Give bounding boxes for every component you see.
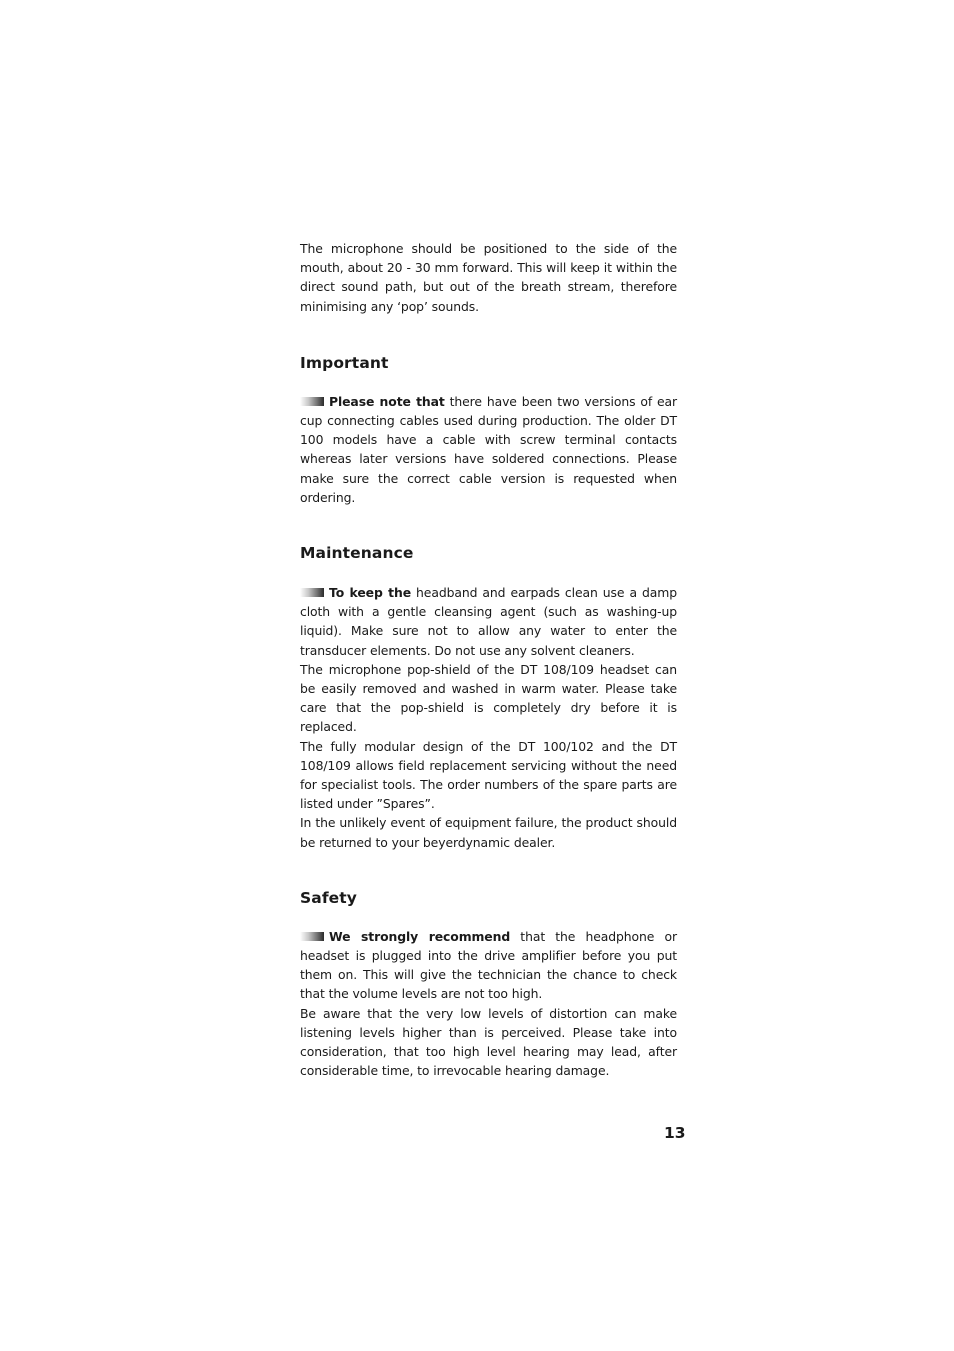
safety-text: that the headphone or headset is plugged into the drive amplifier before you put them on. This will give the technician the chance to check that the volume levels are not too high. <box>300 928 677 1002</box>
safety-paragraph-1 <box>300 927 677 1004</box>
important-text: there have been two versions of ear cup connecting cables used during production. The older DT 100 models have a cable with screw terminal contacts whereas later versions have soldered connections. Please make sure the correct cable version is requested when ordering. <box>300 393 678 505</box>
heading-maintenance: Maintenance <box>300 544 414 563</box>
safety-lead: We strongly recommend <box>329 928 511 944</box>
maintenance-paragraph-2: The microphone pop-shield of the DT 108/109 headset can be easily removed and washed in warm water. Please take care that the pop-shield is completely dry before it is replaced. <box>300 661 677 735</box>
maintenance-paragraph-4: In the unlikely event of equipment failure, the product should be returned to your beyerdynamic dealer. <box>300 815 677 850</box>
maintenance-lead: To keep the <box>329 585 411 601</box>
safety-paragraph-2: Be aware that the very low levels of distortion can make listening levels higher than is perceived. Please take into consideration, that too high level hearing may lead, after considerable time, to irrevocable hearing damage. <box>300 1005 677 1079</box>
maintenance-paragraph-3: The fully modular design of the DT 100/102 and the DT 108/109 allows field replacement servicing without the need for specialist tools. The order numbers of the spare parts are listed under ”Spares”. <box>300 738 677 812</box>
heading-safety: Safety <box>300 888 357 907</box>
text-column <box>300 239 677 1081</box>
heading-important: Important <box>300 353 389 372</box>
intro-paragraph: The microphone should be positioned to the side of the mouth, about 20 - 30 mm forward. This will keep it within the direct sound path, but out of the breath stream, therefore minimising any ‘pop’ sounds. <box>300 241 677 314</box>
gradient-bullet-icon <box>300 588 324 597</box>
important-paragraph <box>300 392 677 507</box>
gradient-bullet-icon <box>300 397 324 406</box>
maintenance-text: headband and earpads clean use a damp cloth with a gentle cleansing agent (such as washing-up liquid). Make sure not to allow any water to enter the transducer elements. Do not use any solvent cleaners. <box>300 585 677 658</box>
important-lead: Please note that <box>329 393 445 409</box>
maintenance-paragraph-1 <box>300 583 677 660</box>
page-number: 13 <box>664 1124 686 1142</box>
gradient-bullet-icon <box>300 932 324 941</box>
